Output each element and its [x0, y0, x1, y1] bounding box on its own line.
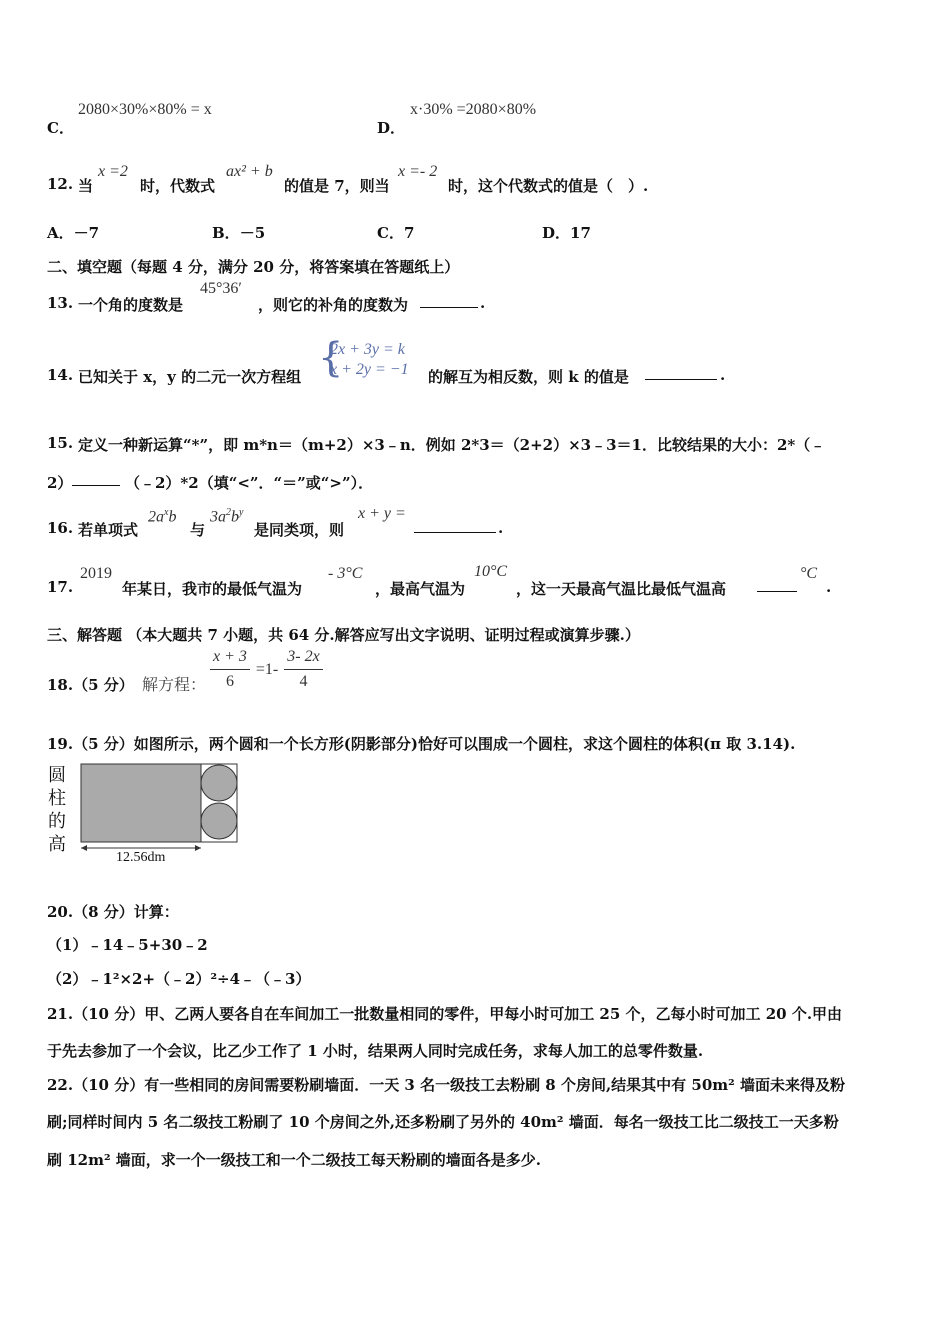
q12-option-d: D．17: [542, 224, 591, 242]
q17-text-3: ，这一天最高气温比最低气温高: [516, 580, 727, 598]
q19-circle-top: [201, 765, 237, 801]
q16-end: .: [498, 519, 504, 537]
q21-line-2: 于先去参加了一个会议，比乙少工作了 1 小时，结果两人同时完成任务，求每人加工的总零件数量.: [47, 1042, 704, 1060]
q19-text: 19.（5 分）如图所示，两个圆和一个长方形(阴影部分)恰好可以围成一个圆柱，求这个圆柱的体积(π 取 3.14).: [47, 735, 796, 753]
q14-end: .: [720, 366, 726, 384]
q19-rectangle: [81, 764, 201, 842]
q18-equation: $\frac{x + 3}{6}$ =1- $\frac{3- 2x}{4}$: [210, 648, 323, 691]
q12-option-c: C．7: [377, 224, 415, 242]
q20-part-2: （2）﹣1²×2+（﹣2）²÷4﹣（﹣3）: [47, 970, 311, 988]
q12-option-b: B．－5: [212, 224, 266, 242]
q16-text-3: 是同类项，则: [254, 521, 345, 539]
q15-number: 15.: [47, 434, 74, 452]
q12-condition-1: x =2: [98, 163, 128, 180]
q20-text: 20.（8 分）计算：: [47, 903, 179, 921]
q18-number: 18.（5 分）: [47, 676, 134, 694]
q21-line-1: 21.（10 分）甲、乙两人要各自在车间加工一批数量相同的零件，甲每小时可加工 25 个，乙每小时可加工 20 个.甲由: [47, 1005, 843, 1023]
q16-monomial-1: $2a^xb$: [148, 507, 177, 526]
q13-answer-blank[interactable]: [420, 294, 478, 312]
q12-number: 12.: [47, 175, 74, 193]
q17-year: 2019: [80, 565, 112, 582]
q12-text-3: 的值是 7，则当: [284, 177, 390, 195]
q12-text-2: 时，代数式: [140, 177, 216, 195]
q15-answer-blank[interactable]: [72, 472, 120, 490]
q16-monomial-2: $3a^2b^y$: [210, 507, 244, 526]
q13-text-2: ，则它的补角的度数为: [258, 296, 409, 314]
q22-line-3: 刷 12m² 墙面，求一个一级技工和一个二级技工每天粉刷的墙面各是多少.: [47, 1151, 541, 1169]
q16-text-2: 与: [190, 521, 206, 539]
q17-number: 17.: [47, 578, 74, 596]
q15-line-1: 定义一种新运算“*”，即 m*n＝（m+2）×3﹣n．例如 2*3＝（2+2）×3﹣3＝1．比较结果的大小：2*（﹣: [78, 436, 826, 454]
q11-option-d-expression: x·30% =2080×80%: [410, 101, 537, 118]
q16-sum: x + y =: [358, 505, 406, 522]
q15-line-2b: （﹣2）*2（填“<”．“＝”或“>”）．: [125, 474, 374, 492]
brace-icon: {: [318, 335, 344, 381]
q11-option-c-label: C．: [47, 119, 74, 137]
q22-line-2: 刷;同样时间内 5 名二级技工粉刷了 10 个房间之外,还多粉刷了另外的 40m² 墙面．每名一级技工比二级技工一天多粉: [47, 1113, 839, 1131]
q17-high-temp: 10°C: [474, 563, 508, 580]
q16-answer-blank[interactable]: [414, 519, 496, 537]
q14-equation-1: 2x + 3y = k: [330, 341, 405, 358]
q17-text-2: ，最高气温为: [375, 580, 466, 598]
q12-expression: ax² + b: [226, 163, 273, 180]
q13-text-1: 一个角的度数是: [78, 296, 184, 314]
q17-end: .: [826, 578, 832, 596]
q11-option-d-label: D．: [377, 119, 406, 137]
q14-equation-2: x + 2y = −1: [330, 361, 409, 378]
q17-text-1: 年某日，我市的最低气温为: [122, 580, 303, 598]
q22-line-1: 22.（10 分）有一些相同的房间需要粉刷墙面．一天 3 名一级技工去粉刷 8 个房间,结果其中有 50m² 墙面未来得及粉: [47, 1076, 845, 1094]
section-3-heading: 三、解答题 （本大题共 7 小题，共 64 分.解答应写出文字说明、证明过程或演算步骤.）: [47, 626, 640, 644]
q12-text-1: 当: [78, 177, 94, 195]
q13-end: .: [480, 294, 486, 312]
q19-side-label: 圆 柱 的 高: [48, 765, 66, 855]
q16-text-1: 若单项式: [78, 521, 139, 539]
q12-option-a: A．－7: [47, 224, 100, 242]
q12-text-4: 时，这个代数式的值是（ ）.: [448, 177, 649, 195]
q15-line-2a: 2）: [47, 474, 73, 492]
q19-figure: [44, 762, 244, 872]
q18-label: 解方程：: [142, 677, 207, 694]
q13-angle: 45°36′: [200, 280, 242, 297]
section-2-heading: 二、填空题（每题 4 分，满分 20 分，将答案填在答题纸上）: [47, 258, 460, 276]
q17-low-temp: - 3°C: [328, 565, 363, 582]
q19-circle-bottom: [201, 803, 237, 839]
q20-part-1: （1）﹣14﹣5+30﹣2: [47, 936, 208, 954]
q19-dimension: 12.56dm: [116, 850, 166, 865]
q14-answer-blank[interactable]: [645, 366, 717, 384]
q14-text-1: 已知关于 x，y 的二元一次方程组: [78, 368, 302, 386]
q13-number: 13.: [47, 294, 74, 312]
q12-condition-2: x =- 2: [398, 163, 438, 180]
q16-number: 16.: [47, 519, 74, 537]
q14-number: 14.: [47, 366, 74, 384]
q14-equation-system: [318, 335, 428, 382]
q14-text-2: 的解互为相反数，则 k 的值是: [428, 368, 629, 386]
q17-unit: °C: [800, 565, 818, 582]
q17-answer-blank[interactable]: [757, 578, 797, 596]
q11-option-c-expression: 2080×30%×80% = x: [78, 101, 212, 118]
